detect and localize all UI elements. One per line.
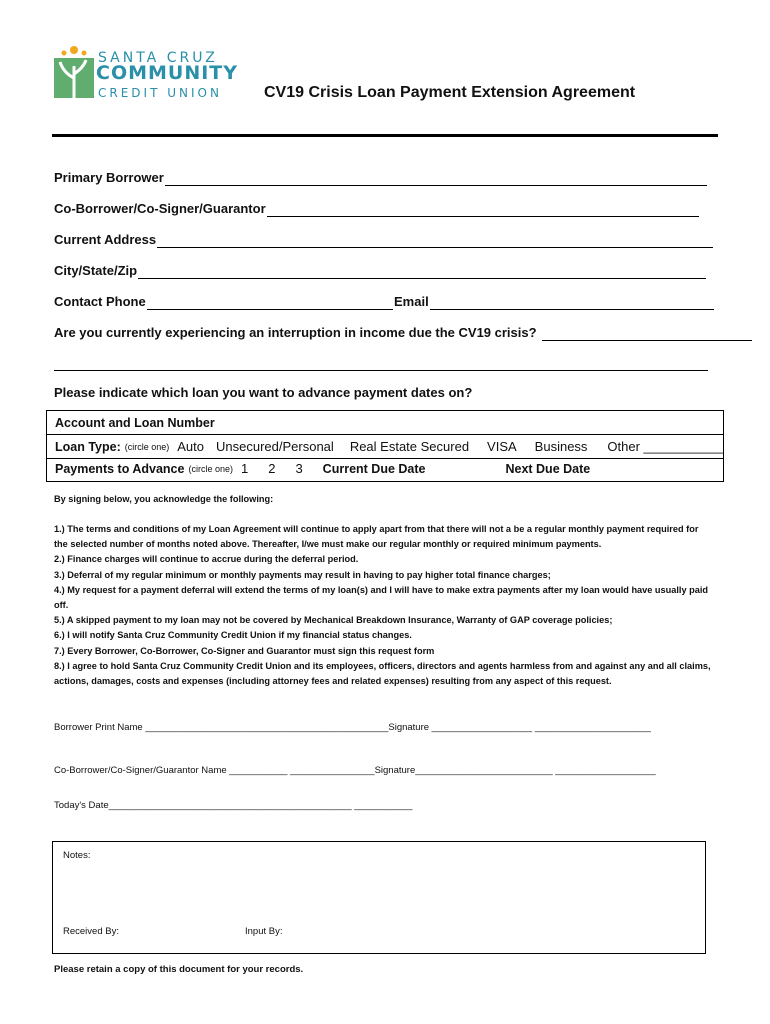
term-item: 6.) I will notify Santa Cruz Community Credit Union if my financial status changes. [54,630,412,641]
loan-details-box [46,410,724,482]
email-label: Email [394,294,429,309]
city-state-zip-field[interactable] [54,263,706,279]
term-item: 3.) Deferral of my regular minimum or monthly payments may result in having to pay higher total finance charges; [54,569,551,580]
co-borrower-field[interactable] [54,201,699,217]
primary-borrower-label: Primary Borrower [54,170,164,185]
document-title: CV19 Crisis Loan Payment Extension Agreement [264,84,636,101]
income-interruption-field[interactable] [54,325,752,341]
loan-type-real-estate[interactable]: Real Estate Secured [349,439,470,454]
title-divider [52,134,718,137]
income-interruption-label: Are you currently experiencing an interruption in income due the CV19 crisis? [54,325,537,340]
contact-phone-label: Contact Phone [54,294,146,309]
loan-type-auto[interactable]: Auto [177,439,205,454]
circle-one-note: (circle one) [124,441,170,452]
current-address-field[interactable] [54,232,713,248]
term-item: 2.) Finance charges will continue to accrue during the deferral period. [54,554,359,565]
city-state-zip-label: City/State/Zip [54,263,138,278]
payments-label: Payments to Advance [55,461,185,476]
payments-option-1[interactable]: 1 [240,461,249,476]
todays-date-line[interactable]: Today's Date______________________________________________ ___________ [54,800,413,811]
current-due-date-label[interactable]: Current Due Date [322,461,426,476]
loan-type-label: Loan Type: [55,439,121,454]
term-item: 5.) A skipped payment to my loan may not be covered by Mechanical Breakdown Insurance, Warranty of GAP coverage policies; [54,615,613,626]
income-interruption-continuation-line[interactable] [54,356,708,371]
logo-line-2: COMMUNITY [96,62,239,84]
circle-one-note-2: (circle one) [188,463,233,474]
footer-note: Please retain a copy of this document for your records. [54,964,304,975]
co-borrower-signature-line[interactable]: Co-Borrower/Co-Signer/Guarantor Name ___________ ________________Signature__________________________ ___________________ [54,765,656,776]
loan-type-other[interactable]: Other ___________ [607,439,724,454]
loan-type-unsecured[interactable]: Unsecured/Personal [216,439,334,454]
primary-borrower-field[interactable] [54,170,707,186]
email-field[interactable] [394,294,714,310]
next-due-date-label[interactable]: Next Due Date [505,461,591,476]
loan-type-visa[interactable]: VISA [487,439,517,454]
terms-list [54,522,714,689]
co-borrower-label: Co-Borrower/Co-Signer/Guarantor [54,201,266,216]
term-item: 8.) I agree to hold Santa Cruz Community Credit Union and its employees, officers, directors and agents harmless from and against any and all claims, actions, damages, costs and expenses (including attorney fees and related expenses) resulting from any aspect of this request. [54,660,711,687]
term-item: 4.) My request for a payment deferral will extend the terms of my loan(s) and I will have to make extra payments after my loan would have usually paid off. [54,584,709,611]
contact-phone-field[interactable] [54,294,393,310]
borrower-signature-line[interactable]: Borrower Print Name ______________________________________________Signature ___________________ ______________________ [54,722,651,733]
payments-row [47,457,723,480]
received-by-label: Received By: [63,926,119,937]
credit-union-logo-icon [52,44,96,100]
loan-type-row [47,434,723,459]
current-address-label: Current Address [54,232,157,247]
logo-line-3: CREDIT UNION [98,86,222,100]
input-by-label: Input By: [245,926,283,937]
loan-question: Please indicate which loan you want to advance payment dates on? [54,385,473,400]
notes-box[interactable] [52,841,706,954]
logo-line-1: SANTA CRUZ [98,50,218,66]
acknowledge-heading: By signing below, you acknowledge the following: [54,494,274,504]
payments-option-2[interactable]: 2 [268,461,276,476]
term-item: 1.) The terms and conditions of my Loan Agreement will continue to apply apart from that there will not a be a regular monthly payment required for the selected number of months noted above. Thereafter, I/we must make our regular monthly or required minimum payments. [54,524,699,550]
term-item: 7.) Every Borrower, Co-Borrower, Co-Signer and Guarantor must sign this request form [54,645,435,656]
notes-label: Notes: [63,850,91,861]
payments-option-3[interactable]: 3 [295,461,303,476]
account-number-label: Account and Loan Number [55,415,215,430]
account-number-row[interactable] [47,411,723,434]
loan-type-business[interactable]: Business [534,439,588,454]
